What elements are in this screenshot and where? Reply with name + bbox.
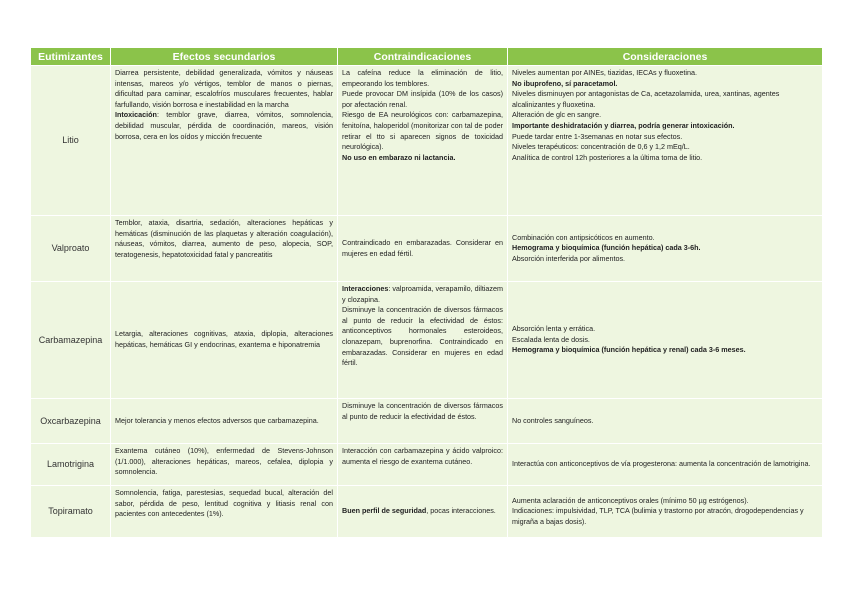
eutimizantes-table <box>30 47 823 538</box>
contra-item: La cafeína reduce la eliminación de litio, empeorando los temblores. <box>342 68 503 88</box>
table-row-carbamazepina <box>31 282 823 399</box>
contra-item: Contraindicado en embarazadas. Considerar en mujeres en edad fértil. <box>342 237 503 258</box>
table-row-litio <box>31 66 823 216</box>
intoxicacion-label: Intoxicación <box>115 110 157 120</box>
interacciones-label: Interacciones <box>342 284 389 293</box>
buen-perfil-label: Buen perfil de seguridad <box>342 506 427 516</box>
consid-item: Hemograma y bioquímica (función hepática y renal) cada 3-6 meses. <box>512 345 746 355</box>
consid-item: No ibuprofeno, sí paracetamol. <box>512 78 618 88</box>
consid-item: Alteración de glc en sangre. <box>512 110 602 120</box>
efectos-text: Letargia, alteraciones cognitivas, ataxia, diplopia, alteraciones hepáticas, hemáticas GI y endocrinas, exantema e hiponatremia <box>115 329 333 349</box>
efectos-cell <box>111 216 338 282</box>
consid-item: Absorción lenta y errática. <box>512 324 596 334</box>
consid-cell <box>508 216 823 282</box>
header-consideraciones: Consideraciones <box>508 48 823 66</box>
consid-item: Puede tardar entre 1-3semanas en notar sus efectos. <box>512 131 683 141</box>
drug-name: Valproato <box>31 216 111 282</box>
consid-item: Niveles disminuyen por antagonistas de Ca, acetazolamida, urea, xantinas, agentes alcalinizantes y fluoxetina. <box>512 89 780 109</box>
efectos-text: Temblor, ataxia, disartria, sedación, alteraciones hepáticas y hemáticas (disminución de las plaquetas y alteración coagulación), náuseas, vómitos, diarrea, aumento de peso, alopecia, SOP, teratogenesis, hepatotoxicidad fatal y pancreatitis <box>115 218 333 259</box>
contra-item: Disminuye la concentración de diversos fármacos al punto de reducir la efectividad de éstos: anticonceptivos hormonales esteroideos, clonazepam, buprenorfina. Contraindicado en embarazadas. Considerar en mujeres en edad fértil. <box>342 305 503 368</box>
contra-cell <box>338 444 508 486</box>
table-row-lamotrigina <box>31 444 823 486</box>
consid-item: Escalada lenta de dosis. <box>512 334 590 344</box>
drug-name: Topiramato <box>31 486 111 538</box>
consid-cell <box>508 282 823 399</box>
header-row <box>31 48 823 66</box>
efectos-text: Diarrea persistente, debilidad generalizada, vómitos y náuseas intensas, mareos y/o vértigos, temblor de manos o piernas, dificultad para caminar, escalofríos musculares frecuentes, hablar farfullando, visión borrosa e inestabilidad en la marcha <box>115 68 333 109</box>
efectos-cell <box>111 282 338 399</box>
consid-cell <box>508 486 823 538</box>
contra-item: Buen perfil de seguridad, pocas interacciones. <box>342 506 496 516</box>
consid-item: Niveles aumentan por AINEs, tiazidas, IECAs y fluoxetina. <box>512 68 697 77</box>
efectos-cell <box>111 66 338 216</box>
contra-cell <box>338 486 508 538</box>
consid-item: Hemograma y bioquímica (función hepática) cada 3-6h. <box>512 243 701 253</box>
drug-name: Oxcarbazepina <box>31 399 111 444</box>
table-row-oxcarbazepina <box>31 399 823 444</box>
efectos-text: Mejor tolerancia y menos efectos adversos que carbamazepina. <box>115 415 319 425</box>
consid-item: Indicaciones: impulsividad, TLP, TCA (bulimia y trastorno por atracón, drogodependencias y migraña a bajas dosis). <box>512 506 804 526</box>
contra-item: Interacciones: valproamida, verapamilo, diltiazem y clozapina. <box>342 284 503 304</box>
contra-item: Interacción con carbamazepina y ácido valproico: aumenta el riesgo de exantema cutáneo. <box>342 446 503 466</box>
consid-item: Interactúa con anticonceptivos de vía progesterona: aumenta la concentración de lamotrigina. <box>512 459 811 469</box>
header-efectos-secundarios: Efectos secundarios <box>111 48 338 66</box>
contra-item: Disminuye la concentración de diversos fármacos al punto de reducir la efectividad de éstos. <box>342 401 503 421</box>
consid-item: Niveles terapéuticos: concentración de 0,6 y 1,2 mEq/L. <box>512 142 690 152</box>
consid-cell <box>508 444 823 486</box>
drug-name: Carbamazepina <box>31 282 111 399</box>
consid-item: Aumenta aclaración de anticonceptivos orales (mínimo 50 µg estrógenos). <box>512 495 749 505</box>
drug-name: Litio <box>31 66 111 216</box>
efectos-cell <box>111 399 338 444</box>
consid-item: Absorción interferida por alimentos. <box>512 253 626 263</box>
efectos-text: Somnolencia, fatiga, parestesias, sequedad bucal, alteración del sabor, pérdida de peso, lentitud cognitiva y litiasis renal con pacientes con antecedentes (1%). <box>115 488 333 519</box>
efectos-cell <box>111 486 338 538</box>
contra-cell <box>338 66 508 216</box>
table-row-topiramato <box>31 486 823 538</box>
consid-cell <box>508 66 823 216</box>
contra-cell <box>338 216 508 282</box>
consid-cell <box>508 399 823 444</box>
contra-cell <box>338 399 508 444</box>
efectos-text: Exantema cutáneo (10%), enfermedad de Stevens-Johnson (1/1.000), alteraciones hepáticas, mareos, cefalea, diplopia y somnolencia. <box>115 446 333 477</box>
header-contraindicaciones: Contraindicaciones <box>338 48 508 66</box>
consid-item: Combinación con antipsicóticos en aumento. <box>512 232 655 242</box>
contra-item: No uso en embarazo ni lactancia. <box>342 152 456 162</box>
efectos-cell <box>111 444 338 486</box>
consid-item: Importante deshidratación y diarrea, podría generar intoxicación. <box>512 120 735 130</box>
table-row-valproato <box>31 216 823 282</box>
drug-name: Lamotrigina <box>31 444 111 486</box>
consid-item: Analítica de control 12h posteriores a la última toma de litio. <box>512 152 703 162</box>
header-eutimizantes: Eutimizantes <box>31 48 111 66</box>
consid-item: No controles sanguíneos. <box>512 415 594 425</box>
intoxicacion-text: Intoxicación: temblor grave, diarrea, vómitos, somnolencia, debilidad muscular, pérdida de coordinación, mareos, visión borrosa, cera en los oídos y micción frecuente <box>115 110 333 141</box>
contra-item: Riesgo de EA neurológicos con: carbamazepina, fenitoína, haloperidol (monitorizar con tal de poder retirar el tto si aparecen signos de toxicidad neurológica). <box>342 110 503 152</box>
contra-item: Puede provocar DM insípida (10% de los casos) por afectación renal. <box>342 89 503 109</box>
contra-cell <box>338 282 508 399</box>
